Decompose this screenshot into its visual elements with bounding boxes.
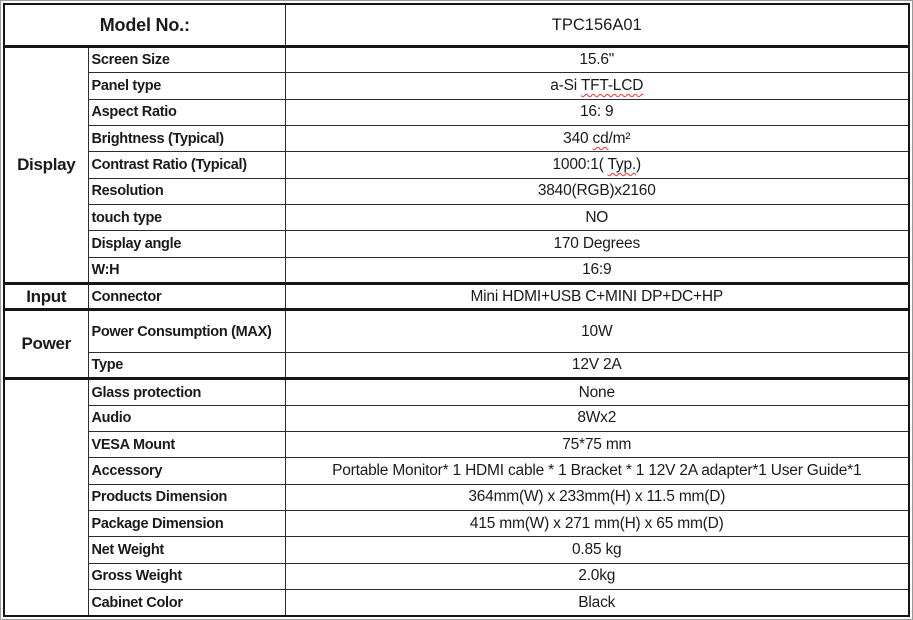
spec-value <box>285 152 909 178</box>
spec-label: Contrast Ratio (Typical) <box>88 152 285 178</box>
row-wh <box>4 257 909 283</box>
model-no-label: Model No.: <box>4 4 285 47</box>
value-text: /m² <box>608 129 631 147</box>
model-row <box>4 4 909 47</box>
row-panel-type <box>4 73 909 99</box>
spec-label: Display angle <box>88 231 285 257</box>
row-power-consumption <box>4 310 909 353</box>
row-products-dimension <box>4 484 909 510</box>
spec-value: Portable Monitor* 1 HDMI cable * 1 Bracket * 1 12V 2A adapter*1 User Guide*1 <box>285 458 909 484</box>
spec-value: 170 Degrees <box>285 231 909 257</box>
spec-value <box>285 126 909 152</box>
spec-label: Products Dimension <box>88 484 285 510</box>
spec-value: 0.85 kg <box>285 537 909 563</box>
spec-label: Gross Weight <box>88 563 285 589</box>
spec-label: Audio <box>88 405 285 431</box>
spec-value <box>285 73 909 99</box>
spec-label: Screen Size <box>88 47 285 73</box>
section-misc <box>4 379 88 616</box>
spec-label: Panel type <box>88 73 285 99</box>
row-audio <box>4 405 909 431</box>
spec-label: Brightness (Typical) <box>88 126 285 152</box>
misspelled-text: cd <box>592 129 609 147</box>
spec-value: 8Wx2 <box>285 405 909 431</box>
row-cabinet-color <box>4 590 909 616</box>
spec-value: Black <box>285 590 909 616</box>
spec-value: 2.0kg <box>285 563 909 589</box>
spec-value: 16:9 <box>285 257 909 283</box>
spec-value: 10W <box>285 310 909 353</box>
row-gross-weight <box>4 563 909 589</box>
spec-value: 12V 2A <box>285 353 909 379</box>
spec-value: 15.6" <box>285 47 909 73</box>
row-net-weight <box>4 537 909 563</box>
row-resolution <box>4 178 909 204</box>
spec-label: Package Dimension <box>88 511 285 537</box>
spec-label: Net Weight <box>88 537 285 563</box>
spec-value: 415 mm(W) x 271 mm(H) x 65 mm(D) <box>285 511 909 537</box>
row-brightness <box>4 126 909 152</box>
spec-value: 364mm(W) x 233mm(H) x 11.5 mm(D) <box>285 484 909 510</box>
spec-table <box>3 3 910 617</box>
value-text: 340 <box>563 129 593 147</box>
value-text: 1000:1( <box>552 156 608 174</box>
row-screen-size <box>4 47 909 73</box>
spec-label: touch type <box>88 205 285 231</box>
misspelled-text: Typ. <box>607 156 637 174</box>
spec-label: VESA Mount <box>88 432 285 458</box>
row-touch-type <box>4 205 909 231</box>
spec-value: None <box>285 379 909 405</box>
model-no-value: TPC156A01 <box>285 4 909 47</box>
spec-label: Accessory <box>88 458 285 484</box>
row-glass-protection <box>4 379 909 405</box>
row-package-dimension <box>4 511 909 537</box>
spec-value: 75*75 mm <box>285 432 909 458</box>
row-aspect-ratio <box>4 99 909 125</box>
row-connector <box>4 284 909 310</box>
misspelled-text: TFT-LCD <box>580 77 644 95</box>
value-text: ) <box>636 156 641 174</box>
spec-label: Type <box>88 353 285 379</box>
spec-label: W:H <box>88 257 285 283</box>
row-vesa-mount <box>4 432 909 458</box>
value-text: a-Si <box>550 77 581 95</box>
spec-label: Connector <box>88 284 285 310</box>
row-display-angle <box>4 231 909 257</box>
row-contrast-ratio <box>4 152 909 178</box>
section-input: Input <box>4 284 88 310</box>
row-power-type <box>4 353 909 379</box>
row-accessory <box>4 458 909 484</box>
spec-label: Power Consumption (MAX) <box>88 310 285 353</box>
spec-label: Cabinet Color <box>88 590 285 616</box>
spec-value: 3840(RGB)x2160 <box>285 178 909 204</box>
spec-value: 16: 9 <box>285 99 909 125</box>
spec-value: NO <box>285 205 909 231</box>
section-power: Power <box>4 310 88 379</box>
spec-value: Mini HDMI+USB C+MINI DP+DC+HP <box>285 284 909 310</box>
spec-label: Glass protection <box>88 379 285 405</box>
spec-label: Aspect Ratio <box>88 99 285 125</box>
spec-label: Resolution <box>88 178 285 204</box>
section-display: Display <box>4 47 88 284</box>
